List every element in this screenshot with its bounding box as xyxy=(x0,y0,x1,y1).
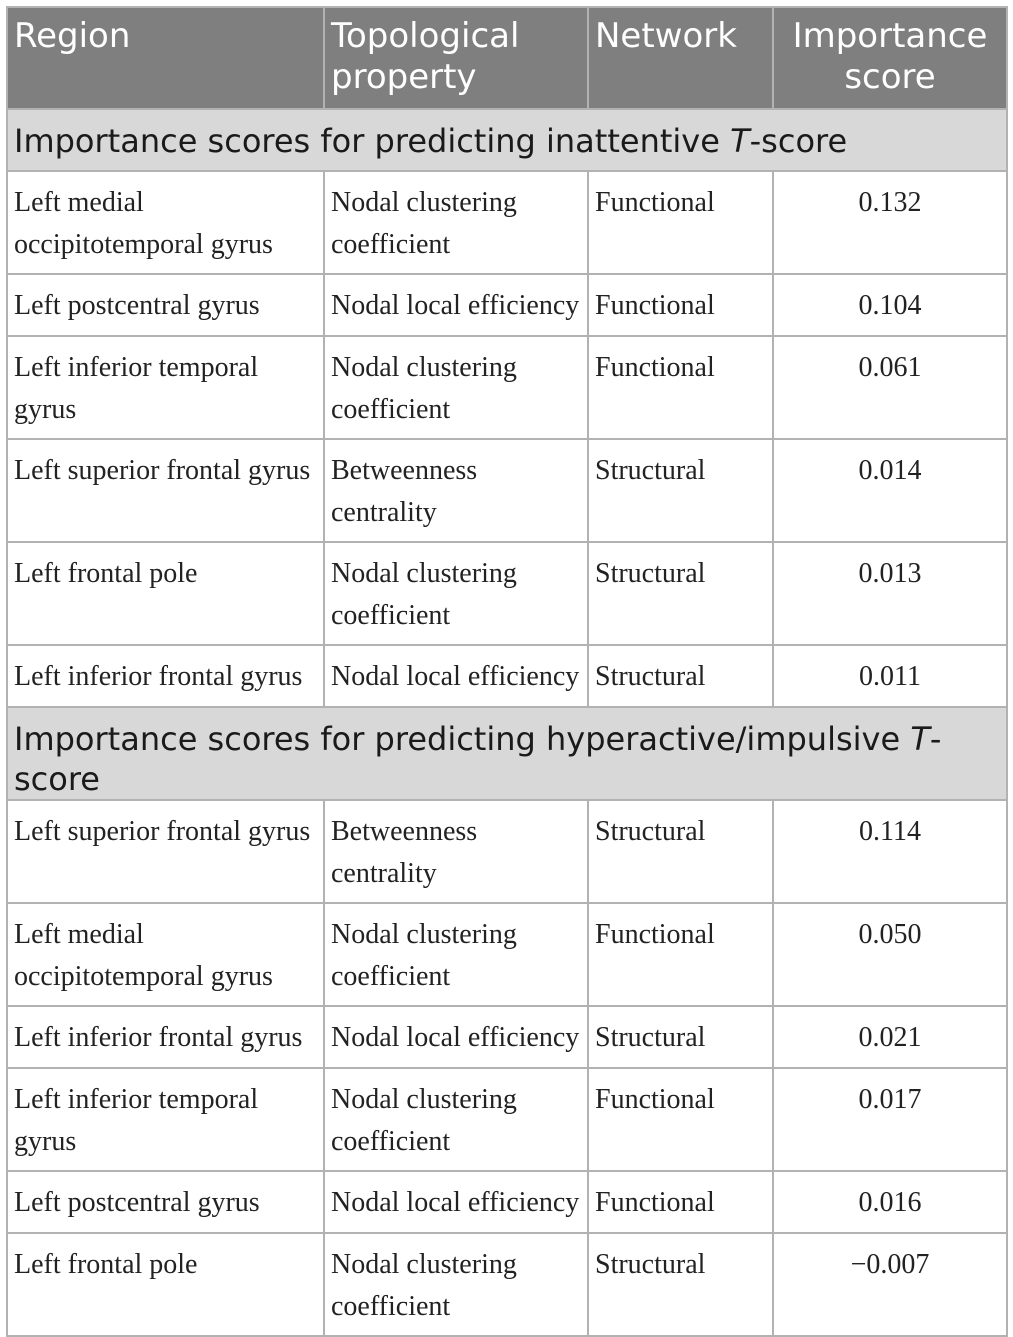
cell-region: Left frontal pole xyxy=(7,1233,324,1336)
cell-region: Left inferior frontal gyrus xyxy=(7,645,324,707)
cell-region: Left superior frontal gyrus xyxy=(7,439,324,542)
table-row xyxy=(7,1068,1007,1171)
cell-property: Nodal clustering coefficient xyxy=(324,171,588,274)
cell-score: 0.061 xyxy=(773,336,1007,439)
cell-network: Structural xyxy=(588,1006,773,1068)
cell-network: Structural xyxy=(588,542,773,645)
cell-network: Functional xyxy=(588,1171,773,1233)
cell-score: 0.013 xyxy=(773,542,1007,645)
cell-network: Structural xyxy=(588,800,773,903)
section-title: Importance scores for predicting hyperactive/impulsive T-score xyxy=(7,707,1007,800)
cell-network: Functional xyxy=(588,171,773,274)
cell-property: Nodal local efficiency xyxy=(324,1171,588,1233)
table-row xyxy=(7,645,1007,707)
cell-score: 0.011 xyxy=(773,645,1007,707)
cell-network: Structural xyxy=(588,1233,773,1336)
section-header-inattentive xyxy=(7,109,1007,171)
cell-score: −0.007 xyxy=(773,1233,1007,1336)
table-row xyxy=(7,439,1007,542)
cell-property: Nodal clustering coefficient xyxy=(324,903,588,1006)
table-row xyxy=(7,542,1007,645)
header-region: Region xyxy=(7,7,324,109)
table-row xyxy=(7,1171,1007,1233)
cell-property: Betweenness centrality xyxy=(324,800,588,903)
header-score: Importance score xyxy=(773,7,1007,109)
table-row xyxy=(7,171,1007,274)
cell-region: Left inferior frontal gyrus xyxy=(7,1006,324,1068)
cell-property: Nodal clustering coefficient xyxy=(324,336,588,439)
cell-property: Nodal clustering coefficient xyxy=(324,542,588,645)
cell-score: 0.050 xyxy=(773,903,1007,1006)
cell-region: Left medial occipitotemporal gyrus xyxy=(7,171,324,274)
cell-network: Functional xyxy=(588,903,773,1006)
cell-network: Structural xyxy=(588,645,773,707)
cell-score: 0.016 xyxy=(773,1171,1007,1233)
table-row xyxy=(7,274,1007,336)
cell-network: Structural xyxy=(588,439,773,542)
section-title: Importance scores for predicting inattentive T-score xyxy=(7,109,1007,171)
cell-region: Left postcentral gyrus xyxy=(7,274,324,336)
cell-region: Left inferior temporal gyrus xyxy=(7,336,324,439)
cell-score: 0.017 xyxy=(773,1068,1007,1171)
cell-property: Nodal clustering coefficient xyxy=(324,1068,588,1171)
cell-score: 0.132 xyxy=(773,171,1007,274)
table-row xyxy=(7,903,1007,1006)
cell-property: Nodal clustering coefficient xyxy=(324,1233,588,1336)
table-row xyxy=(7,1006,1007,1068)
cell-network: Functional xyxy=(588,336,773,439)
cell-property: Betweenness centrality xyxy=(324,439,588,542)
cell-region: Left inferior temporal gyrus xyxy=(7,1068,324,1171)
cell-property: Nodal local efficiency xyxy=(324,645,588,707)
cell-region: Left medial occipitotemporal gyrus xyxy=(7,903,324,1006)
table-row xyxy=(7,800,1007,903)
cell-network: Functional xyxy=(588,274,773,336)
cell-score: 0.014 xyxy=(773,439,1007,542)
cell-region: Left frontal pole xyxy=(7,542,324,645)
section-header-hyperactive xyxy=(7,707,1007,800)
cell-network: Functional xyxy=(588,1068,773,1171)
table-row xyxy=(7,336,1007,439)
cell-property: Nodal local efficiency xyxy=(324,1006,588,1068)
header-property: Topological property xyxy=(324,7,588,109)
cell-score: 0.104 xyxy=(773,274,1007,336)
cell-property: Nodal local efficiency xyxy=(324,274,588,336)
cell-region: Left postcentral gyrus xyxy=(7,1171,324,1233)
header-row xyxy=(7,7,1007,109)
cell-score: 0.021 xyxy=(773,1006,1007,1068)
cell-score: 0.114 xyxy=(773,800,1007,903)
header-network: Network xyxy=(588,7,773,109)
importance-table xyxy=(6,6,1008,1337)
cell-region: Left superior frontal gyrus xyxy=(7,800,324,903)
